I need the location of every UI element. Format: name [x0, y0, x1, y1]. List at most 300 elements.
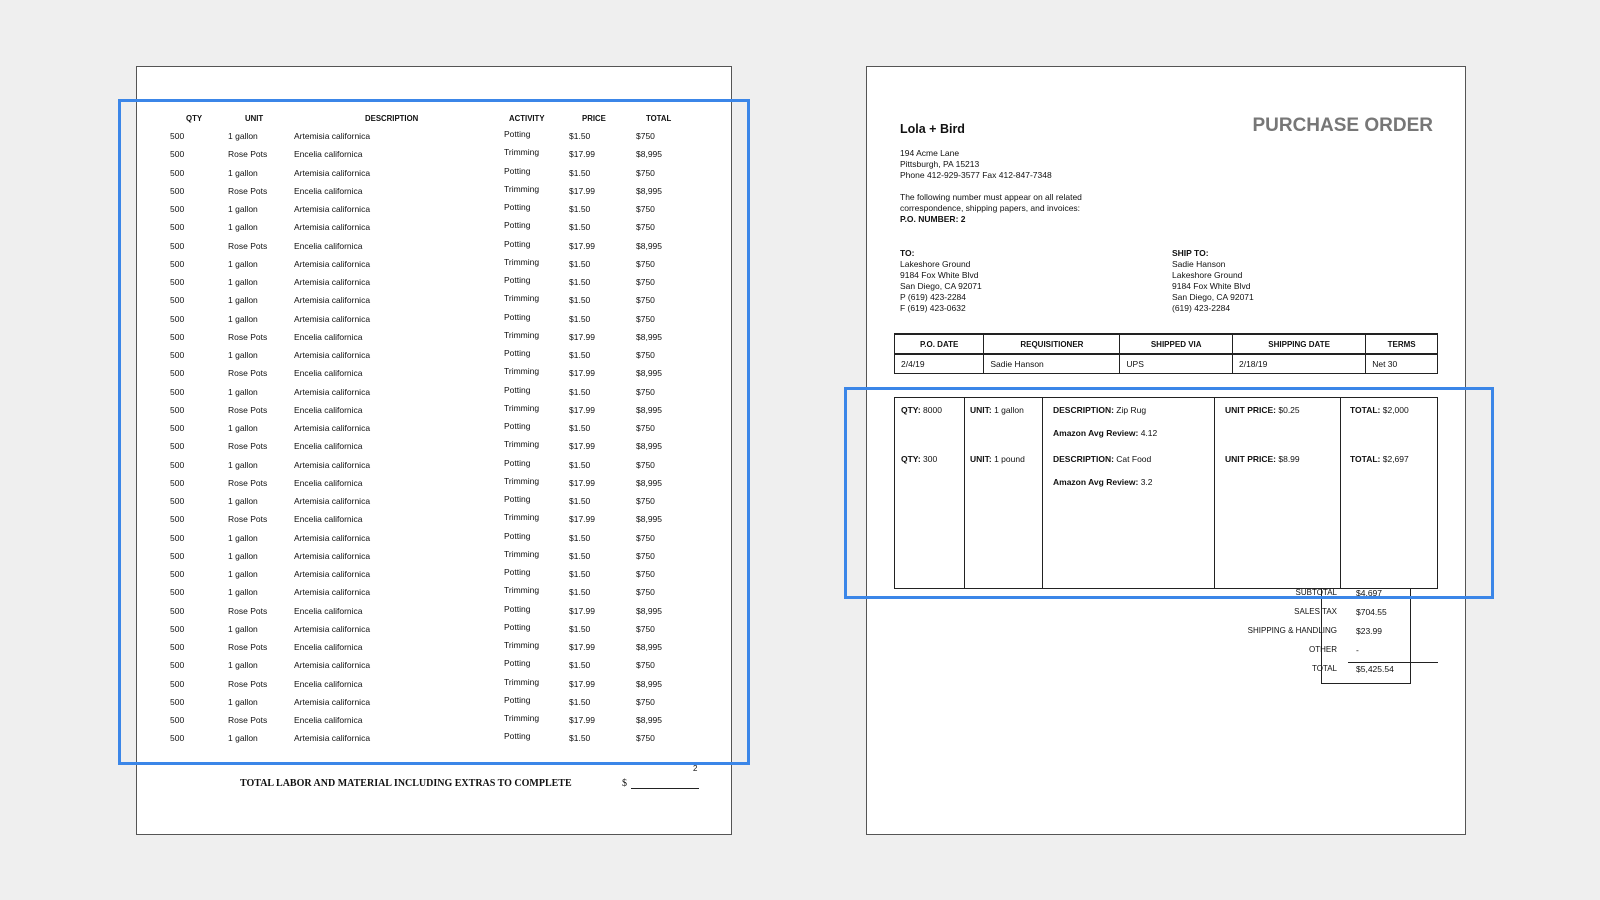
description-value: Cat Food [1113, 454, 1152, 464]
cell-total: $8,995 [636, 514, 662, 525]
header-terms: TERMS [1366, 334, 1438, 354]
cell-activity: Potting [504, 202, 531, 212]
cell-description: Artemisia californica [294, 277, 371, 287]
cell-qty: 500 [170, 642, 185, 652]
cell-qty: 500 [170, 477, 185, 488]
cell-unit: Rose Pots [228, 477, 268, 488]
cell-unit: Rose Pots [228, 441, 268, 452]
cell-total: $8,995 [636, 678, 662, 689]
cell-unit: Rose Pots [228, 678, 268, 689]
review-value: 3.2 [1138, 477, 1153, 487]
unit-value: 1 gallon [991, 405, 1024, 415]
cell-activity: Potting [504, 567, 531, 577]
cell-total: $8,995 [636, 441, 662, 452]
to-line: F (619) 423-0632 [900, 303, 966, 313]
order-items-box [894, 397, 1438, 589]
cell-description: Encelia californica [294, 477, 363, 488]
cell-price: $1.50 [569, 587, 591, 598]
cell-description: Artemisia californica [294, 167, 371, 178]
shipped-via-value: UPS [1120, 354, 1233, 374]
cell-qty: 500 [170, 459, 185, 470]
cell-activity: Potting [504, 129, 531, 139]
review-label: Amazon Avg Review: [1053, 477, 1139, 487]
cell-qty: 500 [170, 204, 185, 214]
cell-activity: Trimming [504, 585, 540, 596]
cell-price: $1.50 [569, 386, 591, 397]
cell-price: $1.50 [569, 258, 591, 269]
note-line: correspondence, shipping papers, and invoices: [900, 203, 1081, 213]
cell-description: Artemisia californica [294, 696, 371, 707]
cell-activity: Trimming [504, 256, 540, 267]
ship-to-line: Sadie Hanson [1172, 259, 1226, 269]
cell-activity: Potting [504, 530, 531, 541]
cell-price: $1.50 [569, 350, 591, 360]
cell-price: $1.50 [569, 313, 591, 324]
item-unit [970, 454, 1025, 464]
sales-tax-value: $704.55 [1356, 607, 1387, 617]
cell-total: $8,995 [636, 715, 662, 725]
subtotal-value: $4,697 [1356, 588, 1382, 598]
item-total [1350, 405, 1409, 415]
cell-total: $750 [636, 350, 655, 360]
address-line: 194 Acme Lane [900, 148, 960, 158]
cell-price: $17.99 [569, 605, 595, 616]
cell-description: Encelia californica [294, 185, 363, 196]
ship-to-line: (619) 423-2284 [1172, 303, 1231, 313]
item-unit [970, 405, 1024, 415]
cell-total: $750 [636, 587, 655, 598]
cell-price: $17.99 [569, 368, 595, 379]
cell-activity: Trimming [504, 676, 540, 687]
unit-label: UNIT: [970, 405, 992, 415]
address-line: Pittsburgh, PA 15213 [900, 159, 980, 169]
cell-unit: Rose Pots [228, 642, 268, 652]
unit-value: 1 pound [991, 454, 1025, 464]
requisitioner-value: Sadie Hanson [984, 354, 1120, 374]
cell-qty: 500 [170, 277, 185, 287]
qty-label: QTY: [901, 454, 921, 464]
cell-description: Artemisia californica [294, 623, 371, 634]
description-label: DESCRIPTION: [1053, 405, 1114, 415]
note-line: The following number must appear on all related [900, 192, 1082, 202]
cell-qty: 500 [170, 131, 185, 141]
cell-total: $8,995 [636, 149, 662, 160]
cell-total: $8,995 [636, 185, 662, 196]
cell-price: $1.50 [569, 569, 591, 579]
cell-activity: Trimming [504, 713, 540, 723]
meta-value-row [895, 354, 1438, 374]
cell-activity: Potting [504, 165, 531, 176]
cell-unit: 1 gallon [228, 532, 258, 543]
item-qty [901, 454, 937, 464]
header-total: TOTAL [646, 114, 672, 123]
cell-description: Artemisia californica [294, 660, 371, 671]
cell-description: Artemisia californica [294, 569, 371, 579]
cell-unit: 1 gallon [228, 623, 258, 634]
cell-activity: Potting [504, 658, 531, 669]
cell-price: $17.99 [569, 149, 595, 160]
total-label: TOTAL: [1350, 405, 1381, 415]
header-shipped-via: SHIPPED VIA [1120, 334, 1233, 354]
cell-description: Artemisia californica [294, 386, 371, 397]
cell-total: $8,995 [636, 642, 662, 652]
to-line: 9184 Fox White Blvd [900, 270, 979, 280]
cell-unit: 1 gallon [228, 277, 258, 287]
item-review [1053, 428, 1157, 438]
cell-total: $8,995 [636, 605, 662, 616]
cell-activity: Potting [504, 731, 531, 742]
cell-total: $750 [636, 167, 655, 178]
cell-activity: Potting [504, 384, 531, 395]
cell-qty: 500 [170, 660, 185, 671]
cell-price: $1.50 [569, 222, 591, 233]
cell-total: $750 [636, 258, 655, 269]
cell-unit: 1 gallon [228, 733, 258, 744]
cell-activity: Potting [504, 621, 531, 632]
po-number: P.O. NUMBER: 2 [900, 214, 966, 224]
cell-qty: 500 [170, 569, 185, 579]
cell-qty: 500 [170, 222, 185, 233]
cell-qty: 500 [170, 623, 185, 634]
header-description: DESCRIPTION [365, 114, 419, 123]
cell-activity: Trimming [504, 366, 540, 377]
cell-activity: Trimming [504, 329, 540, 340]
cell-total: $8,995 [636, 368, 662, 379]
footer-amount-line [631, 788, 699, 789]
cell-qty: 500 [170, 386, 185, 397]
ship-to-line: 9184 Fox White Blvd [1172, 281, 1251, 291]
cell-price: $1.50 [569, 295, 591, 306]
cell-description: Encelia californica [294, 715, 363, 725]
cell-qty: 500 [170, 496, 185, 506]
cell-unit: Rose Pots [228, 331, 268, 342]
qty-value: 300 [920, 454, 938, 464]
cell-description: Artemisia californica [294, 423, 371, 433]
cell-total: $750 [636, 313, 655, 324]
cell-unit: 1 gallon [228, 423, 258, 433]
cell-activity: Trimming [504, 293, 540, 304]
cell-activity: Potting [504, 421, 531, 431]
cell-activity: Trimming [504, 183, 540, 194]
grand-total-divider [1348, 662, 1438, 663]
qty-label: QTY: [901, 405, 921, 415]
cell-total: $8,995 [636, 240, 662, 251]
cell-unit: 1 gallon [228, 569, 258, 579]
to-line: P (619) 423-2284 [900, 292, 967, 302]
description-label: DESCRIPTION: [1053, 454, 1114, 464]
po-note [900, 192, 1130, 225]
cell-activity: Potting [504, 311, 531, 322]
shipping-date-value: 2/18/19 [1232, 354, 1365, 374]
cell-price: $17.99 [569, 678, 595, 689]
cell-qty: 500 [170, 295, 185, 306]
cell-unit: 1 gallon [228, 131, 258, 141]
cell-description: Encelia californica [294, 404, 363, 415]
cell-unit: 1 gallon [228, 550, 258, 561]
cell-description: Encelia californica [294, 605, 363, 616]
item-description [1053, 405, 1146, 415]
cell-activity: Potting [504, 457, 531, 468]
cell-total: $8,995 [636, 331, 662, 342]
cell-qty: 500 [170, 587, 185, 598]
cell-price: $17.99 [569, 642, 595, 652]
shipping-value: $23.99 [1356, 626, 1382, 636]
cell-total: $8,995 [636, 477, 662, 488]
cell-unit: Rose Pots [228, 240, 268, 251]
cell-price: $17.99 [569, 404, 595, 415]
cell-price: $1.50 [569, 623, 591, 634]
unit-price-value: $8.99 [1276, 454, 1300, 464]
cell-description: Encelia californica [294, 514, 363, 525]
cell-description: Artemisia californica [294, 295, 371, 306]
cell-description: Artemisia californica [294, 733, 371, 744]
items-column-qty [895, 398, 965, 588]
other-row [894, 640, 1438, 659]
po-date-value: 2/4/19 [895, 354, 984, 374]
ship-to-line: San Diego, CA 92071 [1172, 292, 1254, 302]
terms-value: Net 30 [1366, 354, 1438, 374]
item-unit-price [1225, 454, 1300, 464]
cell-total: $750 [636, 295, 655, 306]
to-line: Lakeshore Ground [900, 259, 971, 269]
cell-total: $750 [636, 131, 655, 141]
cell-unit: Rose Pots [228, 149, 268, 160]
cell-total: $750 [636, 550, 655, 561]
header-requisitioner: REQUISITIONER [984, 334, 1120, 354]
header-activity: ACTIVITY [509, 114, 545, 123]
cell-total: $750 [636, 204, 655, 214]
cell-description: Encelia californica [294, 678, 363, 689]
cell-total: $750 [636, 733, 655, 744]
cell-description: Artemisia californica [294, 496, 371, 506]
order-meta-table [894, 333, 1438, 374]
unit-price-label: UNIT PRICE: [1225, 405, 1276, 415]
cell-unit: Rose Pots [228, 368, 268, 379]
cell-qty: 500 [170, 167, 185, 178]
cell-unit: 1 gallon [228, 258, 258, 269]
page-number: 2 [693, 764, 698, 773]
cell-unit: Rose Pots [228, 514, 268, 525]
ship-to-label: SHIP TO: [1172, 248, 1209, 258]
header-po-date: P.O. DATE [895, 334, 984, 354]
footer-dollar-sign: $ [622, 778, 627, 789]
cell-description: Artemisia californica [294, 313, 371, 324]
cell-price: $1.50 [569, 204, 591, 214]
cell-unit: Rose Pots [228, 715, 268, 725]
shipping-row [894, 621, 1438, 640]
cell-description: Encelia californica [294, 441, 363, 452]
cell-description: Artemisia californica [294, 258, 371, 269]
items-column-unit-price [1214, 398, 1341, 588]
cell-activity: Potting [504, 220, 531, 231]
cell-qty: 500 [170, 715, 185, 725]
cell-qty: 500 [170, 185, 185, 196]
cell-qty: 500 [170, 696, 185, 707]
cell-price: $1.50 [569, 277, 591, 287]
cell-qty: 500 [170, 149, 185, 160]
cell-activity: Trimming [504, 475, 540, 486]
cell-qty: 500 [170, 514, 185, 525]
cell-unit: 1 gallon [228, 660, 258, 671]
cell-qty: 500 [170, 368, 185, 379]
subtotal-row [894, 583, 1438, 602]
total-value: $2,697 [1380, 454, 1409, 464]
document-page-left [136, 66, 732, 835]
header-shipping-date: SHIPPING DATE [1232, 334, 1365, 354]
cell-activity: Trimming [504, 147, 540, 158]
address-line: Phone 412-929-3577 Fax 412-847-7348 [900, 170, 1052, 180]
cell-unit: 1 gallon [228, 204, 258, 214]
cell-unit: 1 gallon [228, 222, 258, 233]
cell-price: $1.50 [569, 696, 591, 707]
cell-unit: 1 gallon [228, 459, 258, 470]
cell-price: $1.50 [569, 733, 591, 744]
total-value: $2,000 [1380, 405, 1409, 415]
footer-total-label: TOTAL LABOR AND MATERIAL INCLUDING EXTRAS TO COMPLETE [240, 778, 572, 789]
cell-qty: 500 [170, 331, 185, 342]
cell-price: $1.50 [569, 550, 591, 561]
meta-header-row [895, 334, 1438, 354]
to-address [900, 248, 982, 314]
header-price: PRICE [582, 114, 606, 123]
cell-unit: 1 gallon [228, 350, 258, 360]
item-unit-price [1225, 405, 1300, 415]
sales-tax-row [894, 602, 1438, 621]
cell-price: $17.99 [569, 441, 595, 452]
cell-activity: Potting [504, 348, 531, 358]
unit-price-label: UNIT PRICE: [1225, 454, 1276, 464]
header-unit: UNIT [245, 114, 264, 123]
cell-description: Encelia californica [294, 149, 363, 160]
cell-unit: Rose Pots [228, 185, 268, 196]
cell-qty: 500 [170, 240, 185, 251]
cell-activity: Potting [504, 694, 531, 705]
cell-price: $1.50 [569, 423, 591, 433]
cell-qty: 500 [170, 532, 185, 543]
unit-price-value: $0.25 [1276, 405, 1300, 415]
items-column-unit [964, 398, 1043, 588]
cell-qty: 500 [170, 733, 185, 744]
other-label: OTHER [1309, 645, 1337, 654]
cell-unit: 1 gallon [228, 313, 258, 324]
ship-to-line: Lakeshore Ground [1172, 270, 1243, 280]
cell-description: Artemisia californica [294, 532, 371, 543]
cell-price: $1.50 [569, 496, 591, 506]
cell-total: $750 [636, 660, 655, 671]
cell-activity: Potting [504, 238, 531, 249]
cell-qty: 500 [170, 423, 185, 433]
cell-qty: 500 [170, 605, 185, 616]
cell-total: $750 [636, 386, 655, 397]
other-value: - [1356, 645, 1359, 655]
cell-description: Encelia californica [294, 642, 363, 652]
cell-price: $17.99 [569, 514, 595, 525]
cell-description: Artemisia californica [294, 131, 371, 141]
company-name: Lola + Bird [900, 122, 965, 136]
cell-price: $1.50 [569, 459, 591, 470]
ship-to-address [1172, 248, 1254, 314]
cell-description: Encelia californica [294, 331, 363, 342]
to-line: San Diego, CA 92071 [900, 281, 982, 291]
cell-total: $750 [636, 623, 655, 634]
cell-unit: 1 gallon [228, 696, 258, 707]
items-column-description [1042, 398, 1215, 588]
document-title: PURCHASE ORDER [1252, 115, 1433, 136]
cell-qty: 500 [170, 550, 185, 561]
shipping-label: SHIPPING & HANDLING [1247, 626, 1337, 635]
cell-unit: 1 gallon [228, 587, 258, 598]
cell-total: $750 [636, 277, 655, 287]
cell-unit: 1 gallon [228, 167, 258, 178]
to-label: TO: [900, 248, 915, 258]
description-value: Zip Rug [1113, 405, 1147, 415]
cell-description: Artemisia californica [294, 587, 371, 598]
cell-activity: Trimming [504, 512, 540, 523]
unit-label: UNIT: [970, 454, 992, 464]
cell-price: $17.99 [569, 185, 595, 196]
total-label: TOTAL: [1350, 454, 1381, 464]
qty-value: 8000 [920, 405, 942, 415]
cell-unit: 1 gallon [228, 496, 258, 506]
cell-activity: Trimming [504, 439, 540, 450]
cell-unit: 1 gallon [228, 386, 258, 397]
cell-unit: Rose Pots [228, 605, 268, 616]
cell-qty: 500 [170, 441, 185, 452]
cell-price: $1.50 [569, 660, 591, 671]
review-label: Amazon Avg Review: [1053, 428, 1139, 438]
cell-activity: Potting [504, 603, 531, 614]
item-description [1053, 454, 1151, 464]
cell-total: $750 [636, 696, 655, 707]
cell-price: $1.50 [569, 532, 591, 543]
cell-description: Artemisia californica [294, 459, 371, 470]
cell-qty: 500 [170, 350, 185, 360]
cell-price: $1.50 [569, 167, 591, 178]
sales-tax-label: SALES TAX [1294, 607, 1337, 616]
cell-total: $750 [636, 222, 655, 233]
cell-activity: Potting [504, 275, 531, 285]
cell-activity: Potting [504, 494, 531, 504]
cell-total: $8,995 [636, 404, 662, 415]
cell-description: Artemisia californica [294, 350, 371, 360]
grand-total-value: $5,425.54 [1356, 664, 1394, 674]
company-address [900, 148, 1052, 181]
cell-qty: 500 [170, 313, 185, 324]
cell-total: $750 [636, 569, 655, 579]
cell-qty: 500 [170, 404, 185, 415]
cell-description: Encelia californica [294, 368, 363, 379]
item-qty [901, 405, 942, 415]
cell-price: $17.99 [569, 715, 595, 725]
header-qty: QTY [186, 114, 203, 123]
cell-unit: 1 gallon [228, 295, 258, 306]
cell-price: $1.50 [569, 131, 591, 141]
line-items-table [137, 67, 731, 834]
cell-description: Artemisia californica [294, 204, 371, 214]
cell-total: $750 [636, 459, 655, 470]
item-review [1053, 477, 1153, 487]
cell-unit: Rose Pots [228, 404, 268, 415]
cell-qty: 500 [170, 258, 185, 269]
cell-activity: Trimming [504, 402, 540, 413]
cell-total: $750 [636, 496, 655, 506]
cell-price: $17.99 [569, 331, 595, 342]
cell-total: $750 [636, 532, 655, 543]
cell-price: $17.99 [569, 240, 595, 251]
document-page-right [866, 66, 1466, 835]
cell-total: $750 [636, 423, 655, 433]
cell-qty: 500 [170, 678, 185, 689]
